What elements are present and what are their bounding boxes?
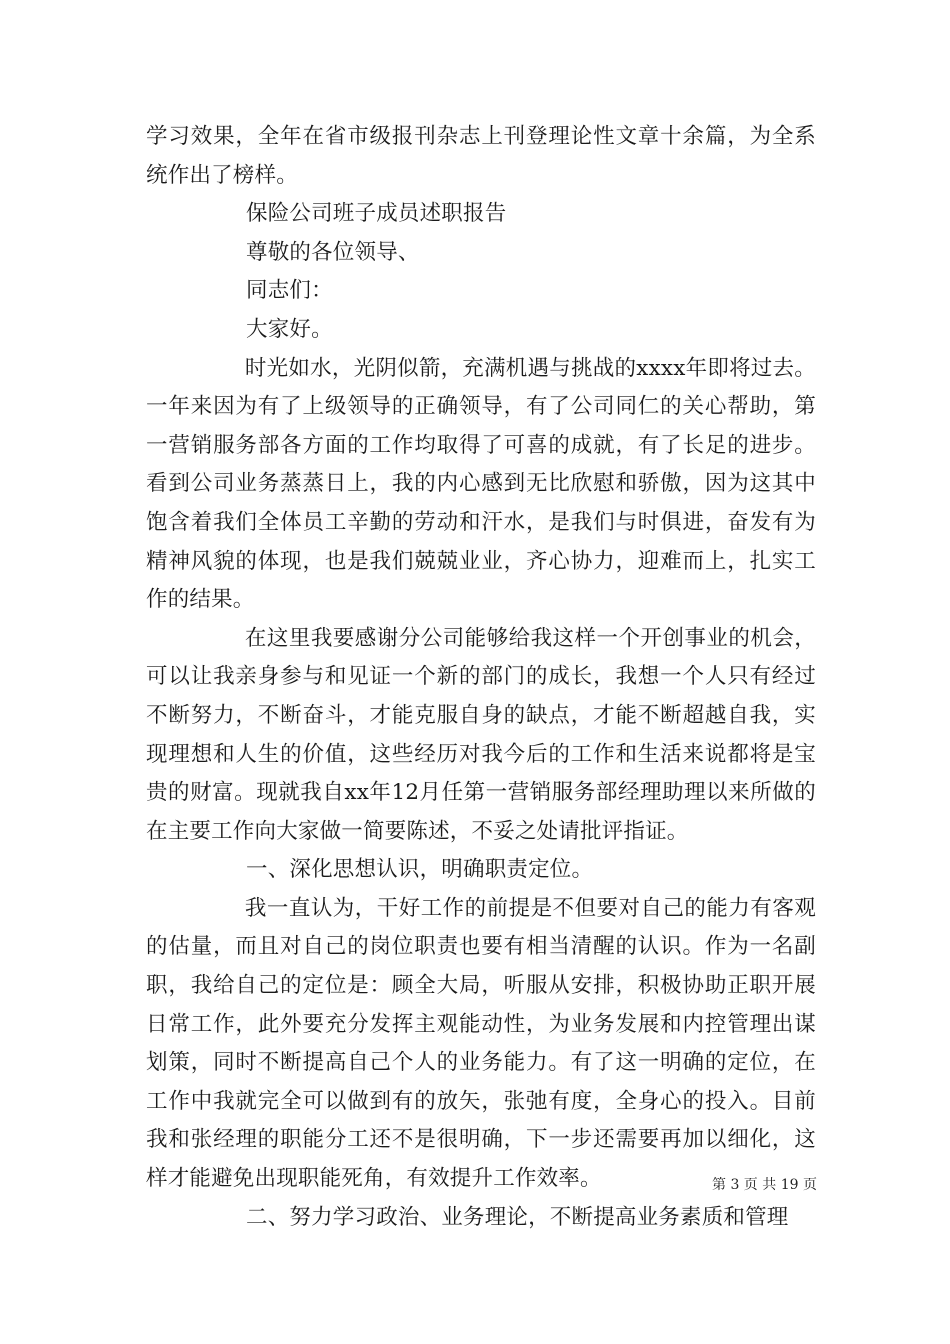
salutation-line-1: 尊敬的各位领导、 xyxy=(246,239,420,265)
section-heading-2: 二、努力学习政治、业务理论，不断提高业务素质和管理 xyxy=(246,1204,789,1230)
paragraph-thanks: 在这里我要感谢分公司能够给我这样一个开创事业的机会，可以让我亲身参与和见证一个新的部门的成长，我想一个人只有经过不断努力，不断奋斗，才能克服自身的缺点，才能不断超越自我，实现理想和人生的价值，这些经历对我今后的工作和生活来说都将是宝贵的财富。现就我自xx年12月任第一营销服务部经理助理以来所做的在主要工作向大家做一简要陈述，不妥之处请批评指证。 xyxy=(146,625,816,844)
paragraph-intro: 时光如水，光阴似箭，充满机遇与挑战的xxxx年即将过去。一年来因为有了上级领导的正确领导，有了公司同仁的关心帮助，第一营销服务部各方面的工作均取得了可喜的成就，有了长足的进步。看到公司业务蒸蒸日上，我的内心感到无比欣慰和骄傲，因为这其中饱含着我们全体员工辛勤的劳动和汗水，是我们与时俱进，奋发有为精神风貌的体现，也是我们兢兢业业，齐心协力，迎难而上，扎实工作的结果。 xyxy=(146,355,816,613)
paragraph-section-1: 我一直认为，干好工作的前提是不但要对自己的能力有客观的估量，而且对自己的岗位职责也要有相当清醒的认识。作为一名副职，我给自己的定位是：顾全大局，听服从安排，积极协助正职开展日常工作，此外要充分发挥主观能动性，为业务发展和内控管理出谋划策，同时不断提高自己个人的业务能力。有了这一明确的定位，在工作中我就完全可以做到有的放矢，张弛有度，全身心的投入。目前我和张经理的职能分工还不是很明确，下一步还需要再加以细化，这样才能避免出现职能死角，有效提升工作效率。 xyxy=(146,895,816,1192)
section-heading-1: 一、深化思想认识，明确职责定位。 xyxy=(246,857,594,883)
page-number: 第 3 页 共 19 页 xyxy=(712,1177,817,1193)
greeting: 大家好。 xyxy=(246,316,333,342)
paragraph-continuation: 学习效果，全年在省市级报刊杂志上刊登理论性文章十余篇，为全系统作出了榜样。 xyxy=(146,124,816,188)
salutation-line-2: 同志们： xyxy=(246,278,333,304)
document-body xyxy=(146,118,816,1237)
report-title: 保险公司班子成员述职报告 xyxy=(246,201,507,227)
